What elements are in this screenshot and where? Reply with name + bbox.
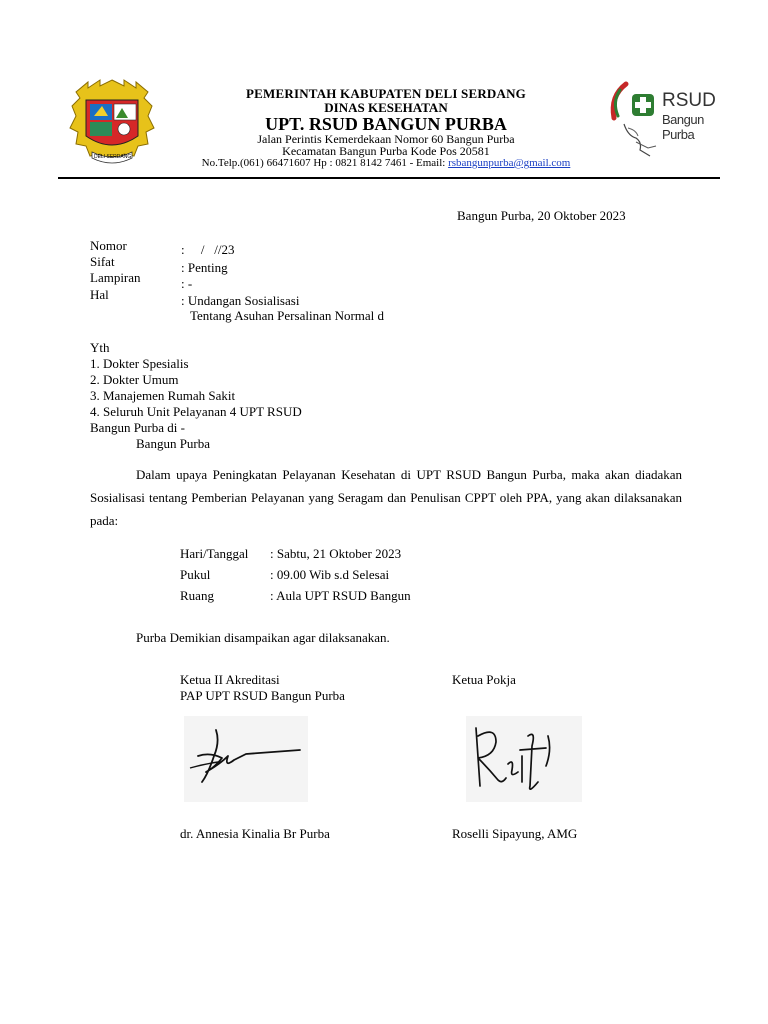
hospital-logo-place: Bangun Purba xyxy=(662,112,704,142)
letterhead-divider xyxy=(58,177,720,179)
recipient-item: 1. Dokter Spesialis xyxy=(90,356,189,371)
closing-sentence: Purba Demikian disampaikan agar dilaksanakan. xyxy=(136,630,390,645)
letterhead-line1: PEMERINTAH KABUPATEN DELI SERDANG xyxy=(246,86,526,101)
right-signature xyxy=(466,716,582,802)
letterhead-contact xyxy=(170,157,602,169)
letter-date: Bangun Purba, 20 Oktober 2023 xyxy=(457,208,626,223)
schedule-value-time: : 09.00 Wib s.d Selesai xyxy=(270,567,390,582)
hospital-logo-rsud: RSUD xyxy=(662,90,716,111)
regency-logo-lettering: DELI SERDANG xyxy=(94,154,132,160)
left-signatory-title: Ketua II Akreditasi xyxy=(180,672,280,687)
schedule-label-room: Ruang xyxy=(180,588,214,603)
body-paragraph-text: Dalam upaya Peningkatan Pelayanan Kesehatan di UPT RSUD Bangun Purba, maka akan diadakan Sosialisasi tentang Pemberian Pelayanan yang Seragam dan Penulisan CPPT oleh PPA, yang akan dilaksanakan pada: xyxy=(90,467,682,528)
subject-continuation: Tentang Asuhan Persalinan Normal d xyxy=(190,308,385,323)
left-signature xyxy=(184,716,308,802)
hospital-logo xyxy=(606,76,736,166)
contact-text: No.Telp.(061) 66471607 Hp : 0821 8142 7461 - Email: xyxy=(201,157,449,169)
schedule-value-day: : Sabtu, 21 Oktober 2023 xyxy=(270,546,402,561)
letterhead-hospital-name: UPT. RSUD BANGUN PURBA xyxy=(265,114,507,134)
regency-logo xyxy=(64,76,160,168)
recipient-item: 2. Dokter Umum xyxy=(90,372,179,387)
email-link[interactable]: rsbangunpurba@gmail.com xyxy=(448,157,571,169)
recipient-item: 4. Seluruh Unit Pelayanan 4 UPT RSUD xyxy=(90,404,302,419)
letterhead-address: Jalan Perintis Kemerdekaan Nomor 60 Bangun Purba xyxy=(257,132,515,146)
meta-label-nomor: Nomor xyxy=(90,238,127,253)
letterhead-line2: DINAS KESEHATAN xyxy=(324,100,448,115)
meta-label-sifat: Sifat xyxy=(90,254,115,269)
left-signatory-name: dr. Annesia Kinalia Br Purba xyxy=(180,826,330,841)
meta-value-lampiran: : - xyxy=(181,276,193,291)
schedule-label-time: Pukul xyxy=(180,567,211,582)
schedule-value-room: : Aula UPT RSUD Bangun xyxy=(270,588,411,603)
recipient-place-city: Bangun Purba xyxy=(136,436,211,451)
meta-value-sifat: : Penting xyxy=(181,260,228,275)
right-signatory-name: Roselli Sipayung, AMG xyxy=(452,826,578,841)
recipient-yth: Yth xyxy=(90,340,110,355)
meta-value-hal: : Undangan Sosialisasi xyxy=(181,293,300,308)
left-signatory-unit: PAP UPT RSUD Bangun Purba xyxy=(180,688,345,703)
letterhead-district: Kecamatan Bangun Purba Kode Pos 20581 xyxy=(282,144,490,158)
recipient-item: 3. Manajemen Rumah Sakit xyxy=(90,388,236,403)
meta-value-nomor: : / //23 xyxy=(181,242,235,257)
body-paragraph xyxy=(90,463,682,532)
schedule-label-day: Hari/Tanggal xyxy=(180,546,249,561)
meta-label-hal: Hal xyxy=(90,287,109,302)
meta-label-lampiran: Lampiran xyxy=(90,270,141,285)
right-signatory-title: Ketua Pokja xyxy=(452,672,516,687)
recipient-place: Bangun Purba di - xyxy=(90,420,185,435)
